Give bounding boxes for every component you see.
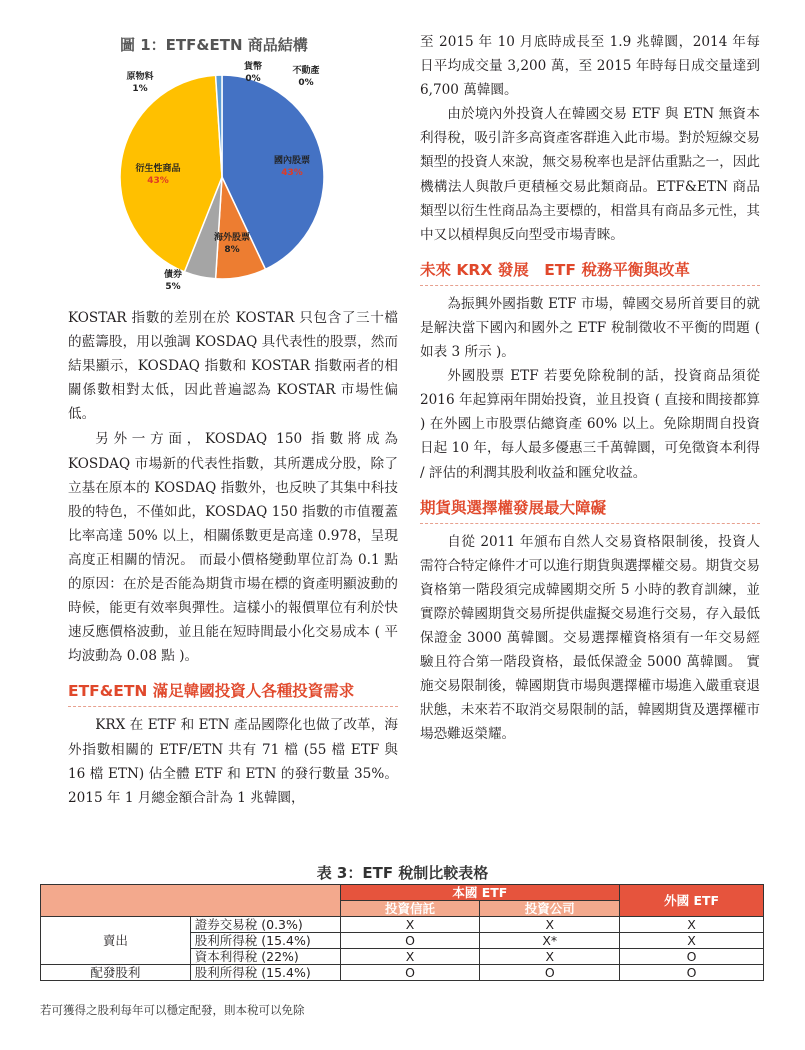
pie-label-value: 0% [245, 74, 261, 84]
left-paragraph-1: KOSTAR 指數的差別在於 KOSTAR 只包含了三十檔的藍籌股，用以強調 KOSDAQ 具代表性的股票，然而結果顯示，KOSDAQ 指數和 KOSTAR 指數兩者的相關係數相對太低，因此普遍認為 KOSTAR 市場性偏低。 [68, 310, 398, 423]
left-paragraph-3: KRX 在 ETF 和 ETN 產品國際化也做了改革，海外指數相關的 ETF/ETN 共有 71 檔 (55 檔 ETF 與 16 檔 ETN) 佔全體 ETF 和 ETN 的發行數量 35%。2015 年 1 月總金額合計為 1 兆韓圜， [68, 717, 398, 806]
cell-company: X* [480, 933, 620, 949]
pie-label-value: 5% [165, 282, 181, 292]
cell-foreign: O [620, 949, 764, 965]
tax-item: 股利所得稅 (15.4%) [190, 965, 340, 981]
cell-company: X [480, 917, 620, 933]
table-row [41, 917, 764, 933]
cell-trust: X [340, 949, 480, 965]
cell-foreign: O [620, 965, 764, 981]
right-paragraph-1: 至 2015 年 10 月底時成長至 1.9 兆韓圜，2014 年每日平均成交量 3,200 萬，至 2015 年時每日成交量達到 6,700 萬韓圜。 [420, 34, 760, 99]
right-paragraph-5: 自從 2011 年頒布自然人交易資格限制後，投資人需符合特定條件才可以進行期貨與選擇權交易。期貨交易資格第一階段須完成韓國期交所 5 小時的教育訓練，並實際於韓國期貨交易所提供虛擬交易進行交易，存入最低保證金 3000 萬韓圜。交易選擇權資格須有一年交易經驗且符合第一階段資格，最低保證金 5000 萬韓圜。 實施交易限制後，韓國期貨市場與選擇權市場進入嚴重衰退狀態，未來若不取消交易限制的話，韓國期貨及選擇權市場恐難返榮耀。 [420, 533, 760, 743]
tax-item: 股利所得稅 (15.4%) [190, 933, 340, 949]
figure-title: 圖 1：ETF&ETN 商品結構 [120, 36, 308, 54]
section-heading-krx-future: 未來 KRX 發展 ETF 稅務平衡與改革 [420, 255, 760, 286]
right-paragraph-2: 由於境內外投資人在韓國交易 ETF 與 ETN 無資本利得稅，吸引許多高資產客群進入此市場。對於短線交易類型的投資人來說，無交易稅率也是評估重點之一，因此機構法人與散戶更積極交易此類商品。ETF&ETN 商品類型以衍生性商品為主要標的，相當具有商品多元性，其中又以槓桿與反向型受市場青睞。 [420, 106, 760, 243]
right-column [420, 30, 760, 746]
pie-label-name: 衍生性商品 [135, 164, 181, 174]
pie-label-name: 不動產 [292, 66, 320, 76]
pie-label-name: 海外股票 [213, 233, 251, 243]
cell-trust: X [340, 917, 480, 933]
cell-trust: O [340, 933, 480, 949]
group-dividend: 配發股利 [41, 965, 191, 981]
table-corner-cell [41, 885, 341, 917]
cell-company: X [480, 949, 620, 965]
pie-label-value: 8% [224, 245, 240, 255]
table-header-row [41, 885, 764, 901]
pie-label-value: 43% [147, 176, 169, 186]
right-paragraph-3: 為振興外國指數 ETF 市場，韓國交易所首要目的就是解決當下國內和國外之 ETF 稅制徵收不平衡的問題 ( 如表 3 所示 )。 [420, 295, 760, 361]
pie-label-name: 原物料 [126, 72, 154, 82]
left-paragraph-2: 另外一方面，KOSDAQ 150 指數將成為 KOSDAQ 市場新的代表性指數，其所選成分股，除了立基在原本的 KOSDAQ 指數外，也反映了其集中科技股的特色，不僅如此，KOSDAQ 150 指數的市值覆蓋比率高達 50% 以上，相關係數更是高達 0.978，呈現高度正相關的情況。 而最小價格變動單位訂為 0.1 點的原因：在於是否能為期貨市場在標的資產明顯波動的時候，能更有效率與彈性。這樣小的報價單位有利於快速反應價格波動，並且能在短時間最小化交易成本 ( 平均波動為 0.08 點 )。 [68, 431, 398, 665]
section-heading-etf-etn: ETF&ETN 滿足韓國投資人各種投資需求 [68, 676, 398, 707]
pie-label-value: 1% [132, 84, 148, 94]
table-footnote: 若可獲得之股利每年可以穩定配發，則本稅可以免除 [40, 1003, 305, 1017]
group-sell: 賣出 [41, 917, 191, 965]
pie-label-value: 0% [298, 78, 314, 88]
section-heading-futures-options: 期貨與選擇權發展最大障礙 [420, 493, 760, 524]
cell-foreign: X [620, 917, 764, 933]
tax-comparison-table [40, 884, 764, 981]
cell-trust: O [340, 965, 480, 981]
cell-foreign: X [620, 933, 764, 949]
pie-label-name: 貨幣 [243, 62, 263, 72]
subheader-investment-trust: 投資信託 [340, 901, 480, 917]
header-foreign-etf: 外國 ETF [620, 885, 764, 917]
tax-item: 資本利得稅 (22%) [190, 949, 340, 965]
left-column [68, 306, 398, 810]
header-domestic-etf: 本國 ETF [340, 885, 620, 901]
pie-chart [110, 55, 340, 300]
cell-company: O [480, 965, 620, 981]
subheader-investment-company: 投資公司 [480, 901, 620, 917]
table-row [41, 965, 764, 981]
tax-item: 證券交易稅 (0.3%) [190, 917, 340, 933]
right-paragraph-4: 外國股票 ETF 若要免除稅制的話，投資商品須從 2016 年起算兩年開始投資，並且投資 ( 直接和間接都算 ) 在外國上市股票佔總資產 60% 以上。免除期間自投資日起 10 年，每人最多優惠三千萬韓圜，可免徵資本利得 / 評估的利潤其股利收益和匯兌收益。 [420, 368, 760, 481]
pie-label-name: 國內股票 [273, 156, 311, 166]
table-title: 表 3：ETF 稅制比較表格 [316, 864, 489, 882]
pie-label-name: 債券 [163, 270, 183, 280]
pie-label-value: 43% [281, 168, 303, 178]
